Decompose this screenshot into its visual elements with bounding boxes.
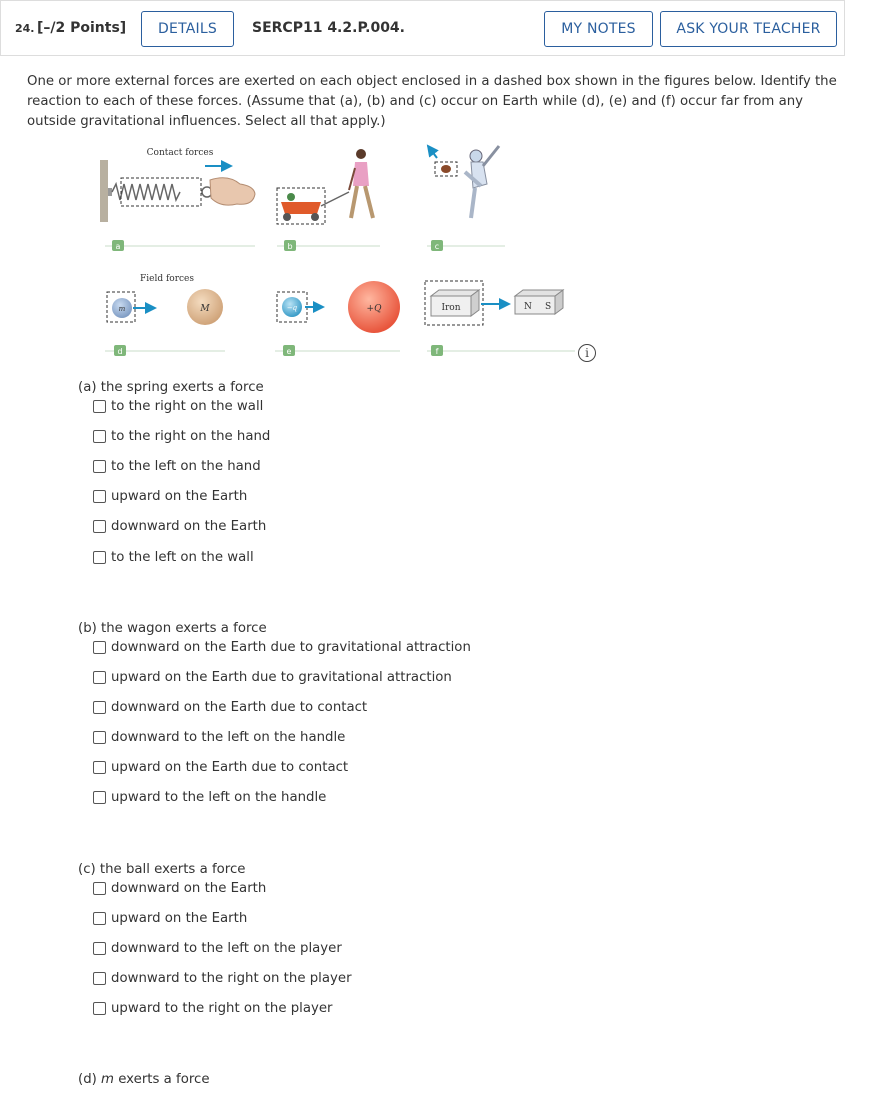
part-b-prompt: (b) the wagon exerts a force	[78, 621, 267, 636]
checkbox[interactable]	[93, 1002, 106, 1015]
magnet-south-label: S	[545, 302, 552, 312]
part-c-option[interactable]: upward to the right on the player	[93, 1001, 333, 1016]
figure-label-c: c	[434, 242, 440, 251]
wagon-figure	[277, 149, 380, 251]
question-header	[0, 0, 845, 56]
figure-label-f: f	[435, 347, 439, 356]
contact-forces-title: Contact forces	[146, 148, 214, 158]
iron-label: Iron	[441, 303, 461, 313]
part-a-prompt: (a) the spring exerts a force	[78, 380, 264, 395]
charge-neg-label: −q	[286, 304, 298, 312]
part-b-option[interactable]: upward to the left on the handle	[93, 790, 326, 805]
checkbox[interactable]	[93, 942, 106, 955]
part-a-option[interactable]: to the right on the wall	[93, 399, 263, 414]
part-a-option[interactable]: to the left on the hand	[93, 459, 261, 474]
checkbox[interactable]	[93, 430, 106, 443]
part-a-option[interactable]: upward on the Earth	[93, 489, 247, 504]
forces-figure	[95, 140, 635, 370]
checkbox[interactable]	[93, 460, 106, 473]
checkbox[interactable]	[93, 912, 106, 925]
my-notes-button[interactable]: MY NOTES	[544, 11, 653, 47]
gravity-figure	[105, 289, 225, 356]
problem-code: SERCP11 4.2.P.004.	[252, 20, 405, 36]
checkbox[interactable]	[93, 791, 106, 804]
football-figure	[427, 146, 505, 251]
figure-label-d: d	[117, 347, 123, 356]
checkbox[interactable]	[93, 671, 106, 684]
question-text: One or more external forces are exerted on each object enclosed in a dashed box shown in the figures below. Identify the reaction to each of these forces. (Assume that (a), (b) and (c) occur on Earth while (d), (e) and (f) occur far from any outside gravitational influences. Select all that apply.)	[27, 74, 837, 129]
checkbox[interactable]	[93, 701, 106, 714]
part-a-option[interactable]: to the left on the wall	[93, 550, 254, 565]
checkbox[interactable]	[93, 972, 106, 985]
part-c-option[interactable]: upward on the Earth	[93, 911, 247, 926]
mass-M-label: M	[200, 304, 210, 314]
part-c-option[interactable]: downward to the right on the player	[93, 971, 352, 986]
part-b-option[interactable]: downward on the Earth due to gravitational attraction	[93, 640, 471, 655]
question-number: 24.	[15, 22, 35, 35]
checkbox[interactable]	[93, 641, 106, 654]
part-a-option[interactable]: downward on the Earth	[93, 519, 266, 534]
checkbox[interactable]	[93, 731, 106, 744]
part-a-option[interactable]: to the right on the hand	[93, 429, 270, 444]
points-label: [–/2 Points]	[37, 20, 127, 36]
ask-your-teacher-button[interactable]: ASK YOUR TEACHER	[660, 11, 837, 47]
charge-pos-label: +Q	[366, 304, 382, 314]
magnet-north-label: N	[524, 302, 532, 312]
checkbox[interactable]	[93, 400, 106, 413]
figure-label-a: a	[115, 242, 121, 251]
part-c-option[interactable]: downward to the left on the player	[93, 941, 342, 956]
spring-figure	[100, 160, 255, 251]
part-b-option[interactable]: upward on the Earth due to gravitational attraction	[93, 670, 452, 685]
figure-label-e: e	[286, 347, 292, 356]
charges-figure	[275, 281, 400, 356]
variable-m: m	[101, 1072, 114, 1087]
figure-label-b: b	[287, 242, 293, 251]
part-b-option[interactable]: downward on the Earth due to contact	[93, 700, 367, 715]
part-c-option[interactable]: downward on the Earth	[93, 881, 266, 896]
part-c-prompt: (c) the ball exerts a force	[78, 862, 246, 877]
part-d-prompt: (d) m exerts a force	[78, 1072, 210, 1087]
checkbox[interactable]	[93, 490, 106, 503]
checkbox[interactable]	[93, 761, 106, 774]
info-icon[interactable]: i	[578, 344, 596, 362]
part-b-option[interactable]: downward to the left on the handle	[93, 730, 345, 745]
mass-m-label: m	[118, 305, 126, 313]
checkbox[interactable]	[93, 520, 106, 533]
checkbox[interactable]	[93, 551, 106, 564]
checkbox[interactable]	[93, 882, 106, 895]
details-button[interactable]: DETAILS	[141, 11, 234, 47]
part-b-option[interactable]: upward on the Earth due to contact	[93, 760, 348, 775]
field-forces-title: Field forces	[140, 274, 194, 284]
magnet-figure	[425, 281, 575, 356]
